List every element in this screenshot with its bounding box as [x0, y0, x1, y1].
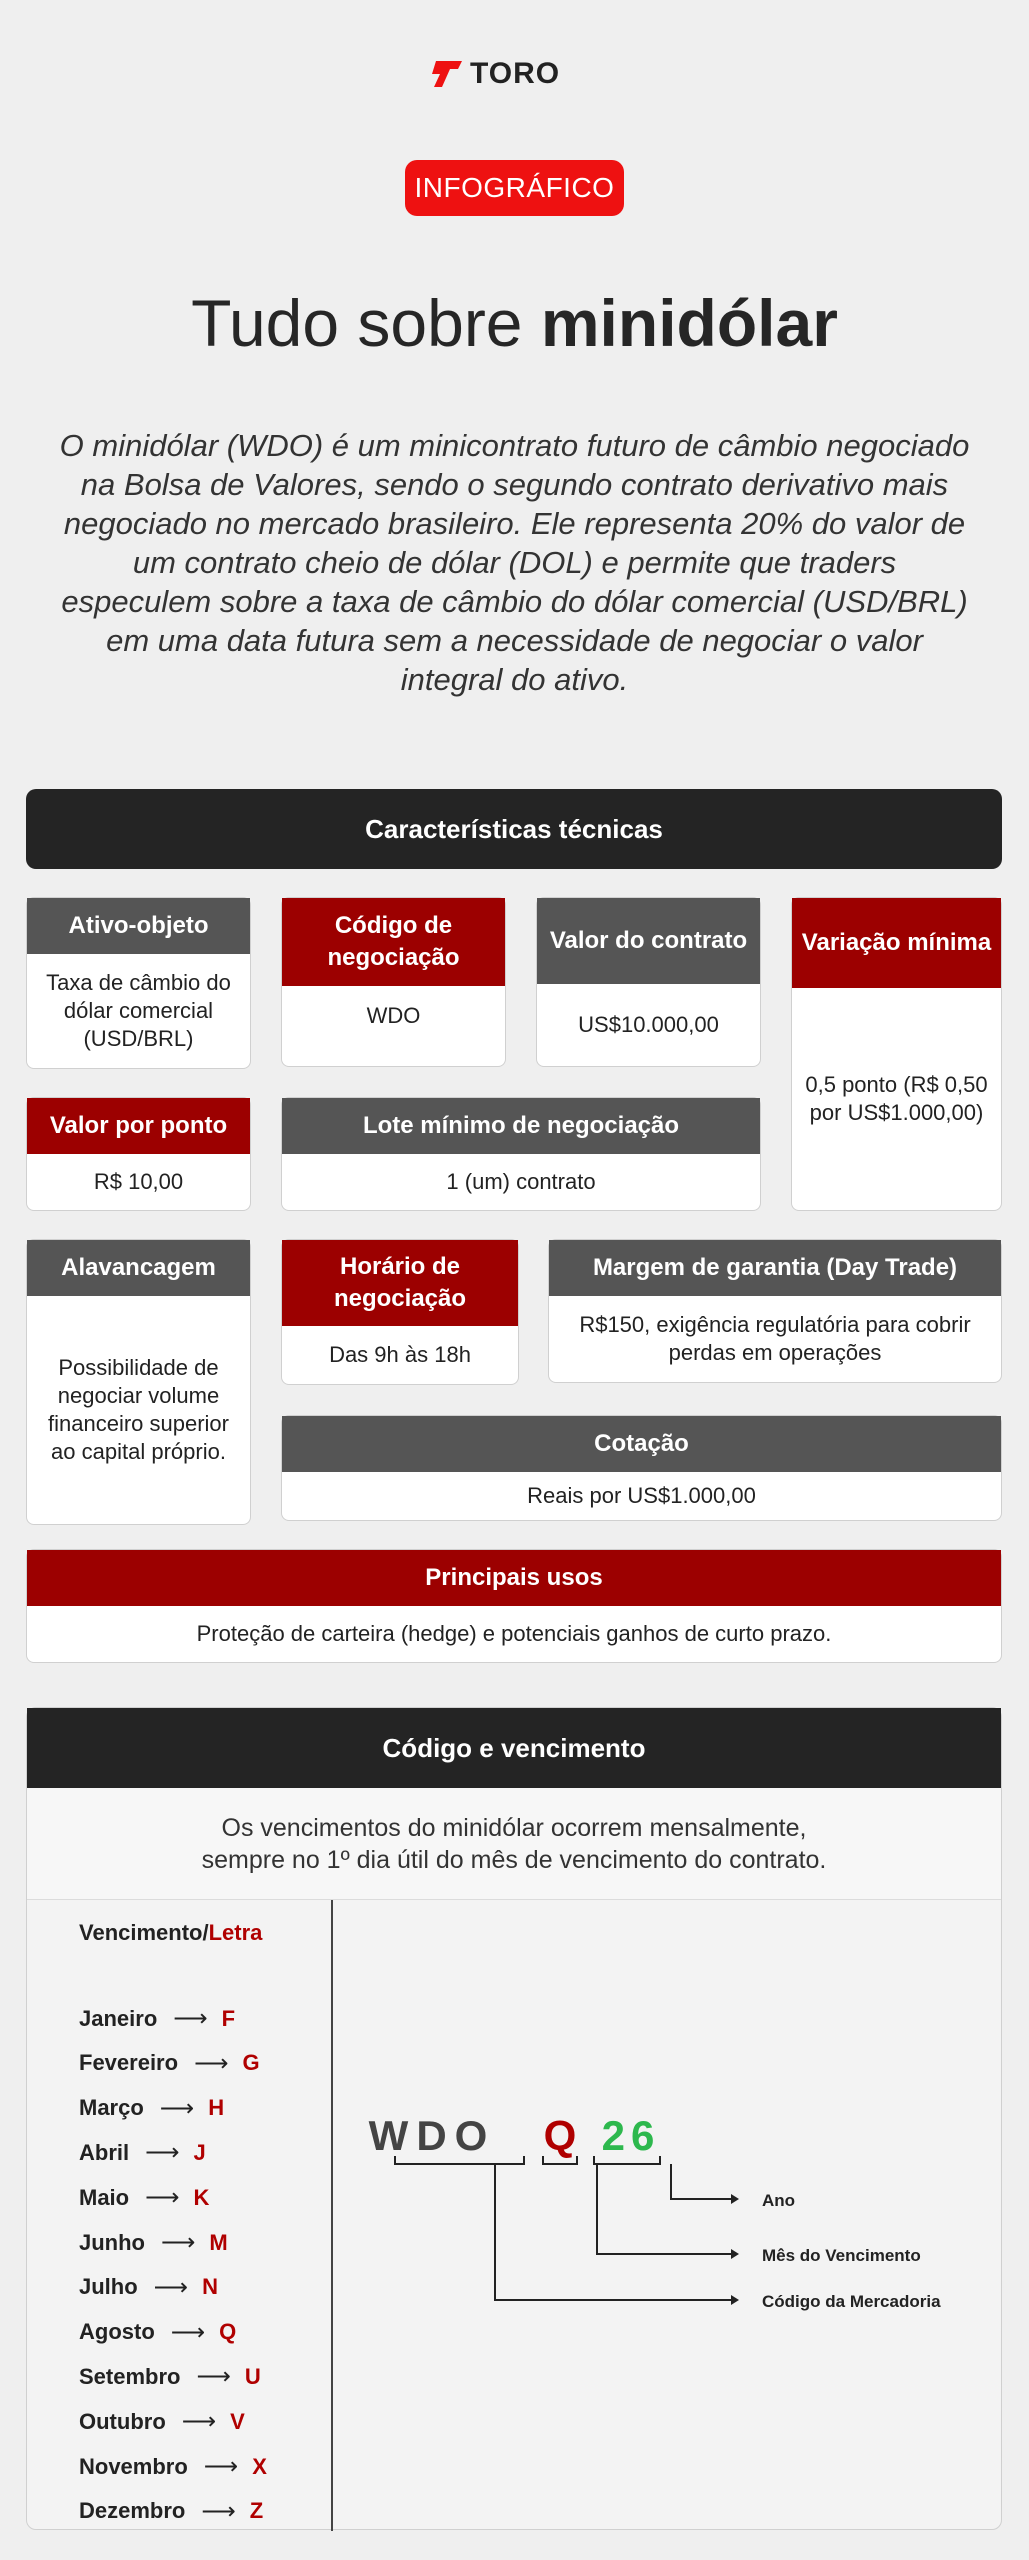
month-letter: Z — [249, 2498, 264, 2524]
arrowhead-year — [731, 2194, 739, 2204]
month-name: Fevereiro — [79, 2050, 179, 2076]
toro-logo-icon — [430, 57, 464, 91]
tech-header: Características técnicas — [26, 789, 1002, 869]
month-row — [79, 2094, 224, 2123]
card-title: Ativo-objeto — [27, 898, 250, 954]
vencimento-line-2: sempre no 1º dia útil do mês de vencimento do contrato. — [201, 1845, 827, 1874]
month-name: Junho — [79, 2229, 145, 2255]
toro-logo — [430, 56, 600, 92]
brand-name: TORO — [470, 57, 561, 90]
month-letter: F — [221, 2005, 236, 2031]
month-name: Julho — [79, 2274, 138, 2300]
arrow-right-icon: ⟶ — [201, 2497, 236, 2525]
card-body: 1 (um) contrato — [446, 1169, 596, 1194]
month-row — [79, 2004, 235, 2033]
month-letter: N — [202, 2274, 218, 2300]
month-row — [79, 2049, 260, 2078]
code-diagram — [368, 2100, 957, 2330]
card-codigo-negociacao — [281, 897, 506, 1067]
codigo-vencimento-section — [26, 1707, 1002, 2530]
connector-base — [495, 2164, 731, 2300]
card-title: Horário de negociação — [282, 1240, 518, 1326]
month-name: Agosto — [79, 2319, 155, 2345]
card-body: US$10.000,00 — [578, 1012, 719, 1037]
codigo-vencimento-header: Código e vencimento — [27, 1708, 1001, 1788]
arrow-right-icon: ⟶ — [153, 2273, 189, 2301]
month-row — [79, 2497, 263, 2526]
label-ano: Ano — [762, 2191, 796, 2210]
month-name: Janeiro — [79, 2005, 158, 2031]
intro-paragraph: O minidólar (WDO) é um minicontrato futuro de câmbio negociado na Bolsa de Valores, sendo o segundo contrato derivativo mais negociado no mercado brasileiro. Ele representa 20% do valor de um contrato cheio de dólar (DOL) e permite que traders especulem sobre a taxa de câmbio do dólar comercial (USD/BRL) em uma data futura sem a necessidade de negociar o valor integral do ativo. — [59, 428, 970, 697]
card-body: Possibilidade de negociar volume financeiro superior ao capital próprio. — [48, 1355, 229, 1464]
card-title: Variação mínima — [792, 898, 1001, 988]
month-name: Outubro — [79, 2408, 166, 2434]
card-title: Margem de garantia (Day Trade) — [549, 1240, 1001, 1296]
arrowhead-base — [731, 2295, 739, 2305]
month-name: Setembro — [79, 2363, 181, 2389]
card-title: Valor por ponto — [27, 1098, 250, 1154]
month-name: Novembro — [79, 2453, 188, 2479]
vencimento-description — [27, 1788, 1001, 1900]
label-codigo-mercadoria: Código da Mercadoria — [762, 2292, 941, 2311]
arrow-right-icon: ⟶ — [145, 2139, 180, 2167]
card-principais-usos — [26, 1549, 1002, 1663]
card-variacao-minima — [791, 897, 1002, 1211]
card-lote-minimo — [281, 1097, 761, 1211]
month-row — [79, 2362, 261, 2391]
connector-year — [671, 2164, 731, 2199]
arrow-right-icon: ⟶ — [173, 2005, 208, 2032]
month-row — [79, 2228, 228, 2257]
month-letter: J — [193, 2139, 206, 2165]
card-title: Principais usos — [27, 1550, 1001, 1606]
arrow-right-icon: ⟶ — [159, 2094, 195, 2122]
card-valor-por-ponto — [26, 1097, 251, 1211]
month-name: Abril — [79, 2139, 130, 2165]
label-mes-vencimento: Mês do Vencimento — [762, 2246, 921, 2265]
vencimento-line-1: Os vencimentos do minidólar ocorrem mensalmente, — [221, 1813, 807, 1842]
arrowhead-month — [731, 2249, 739, 2259]
card-body: Taxa de câmbio do dólar comercial (USD/BRL) — [46, 970, 231, 1051]
month-letter: G — [242, 2050, 260, 2076]
vertical-divider — [331, 1900, 333, 2531]
card-alavancagem — [26, 1239, 251, 1525]
months-list-header — [79, 1920, 262, 1946]
months-head-letter: Letra — [208, 1920, 263, 1945]
arrow-right-icon: ⟶ — [145, 2184, 180, 2212]
title-normal: Tudo sobre — [191, 286, 541, 360]
card-body: R$150, exigência regulatória para cobrir perdas em operações — [579, 1312, 971, 1365]
page-title — [0, 285, 1029, 361]
card-body: 0,5 ponto (R$ 0,50 por US$1.000,00) — [805, 1072, 988, 1125]
month-row — [79, 2273, 218, 2302]
month-name: Maio — [79, 2184, 130, 2210]
month-row — [79, 2318, 236, 2347]
month-name: Dezembro — [79, 2498, 186, 2524]
title-bold: minidólar — [540, 286, 838, 360]
card-body: Proteção de carteira (hedge) e potenciais ganhos de curto prazo. — [196, 1621, 832, 1646]
card-title: Alavancagem — [27, 1240, 250, 1296]
code-year-text: 26 — [601, 2112, 661, 2159]
card-title: Cotação — [282, 1416, 1001, 1472]
arrow-right-icon: ⟶ — [161, 2229, 196, 2256]
arrow-right-icon: ⟶ — [170, 2318, 206, 2346]
month-row — [79, 2138, 206, 2167]
month-letter: M — [209, 2229, 228, 2255]
month-letter: Q — [219, 2319, 237, 2345]
card-ativo-objeto — [26, 897, 251, 1069]
month-letter: V — [230, 2408, 245, 2434]
infografico-badge: INFOGRÁFICO — [405, 160, 624, 216]
connector-month — [597, 2164, 731, 2254]
month-row — [79, 2452, 267, 2481]
card-title: Lote mínimo de negociação — [282, 1098, 760, 1154]
card-horario-negociacao — [281, 1239, 519, 1385]
card-cotacao — [281, 1415, 1002, 1521]
month-row — [79, 2183, 209, 2212]
card-valor-contrato — [536, 897, 761, 1067]
month-row — [79, 2407, 245, 2436]
month-letter: K — [193, 2184, 210, 2210]
month-letter: U — [244, 2363, 261, 2389]
month-letter: H — [208, 2095, 225, 2121]
arrow-right-icon: ⟶ — [181, 2408, 217, 2436]
card-title: Valor do contrato — [537, 898, 760, 984]
card-body: WDO — [366, 1003, 421, 1028]
months-head-label: Vencimento/ — [79, 1920, 209, 1945]
arrow-right-icon: ⟶ — [194, 2049, 229, 2077]
arrow-right-icon: ⟶ — [203, 2453, 239, 2480]
arrow-right-icon: ⟶ — [196, 2363, 231, 2391]
card-body: Reais por US$1.000,00 — [527, 1483, 756, 1508]
month-letter: X — [252, 2453, 267, 2479]
card-title: Código de negociação — [282, 898, 505, 986]
code-base-text: WDO — [368, 2112, 496, 2159]
card-margem-garantia — [548, 1239, 1002, 1383]
month-name: Março — [79, 2095, 144, 2121]
card-body: Das 9h às 18h — [329, 1342, 471, 1367]
card-body: R$ 10,00 — [93, 1169, 184, 1194]
code-month-text: Q — [543, 2112, 577, 2159]
